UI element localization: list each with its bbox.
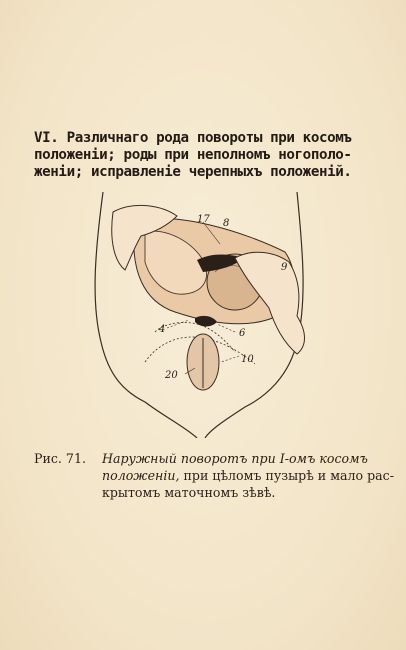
anatomical-illustration [85,192,315,438]
caption-description: при цѣломъ пузырѣ и мало рас- [179,468,394,483]
figure-label-6: 6 [239,328,246,339]
heading-line-1: VI. Различнаго рода повороты при косомъ [34,130,352,146]
caption-title-continued: положенiи, [102,468,180,483]
heading-line-3: женiи; исправленiе черепныхъ положенiй. [34,164,352,180]
figure-label-10: 10 [241,354,254,365]
figure-number: Рис. 71. [34,451,86,466]
figure-label-17: 17 [197,214,210,225]
caption-title: Наружный поворотъ при I-омъ косомъ [102,451,368,466]
figure-label-8: 8 [223,218,230,229]
heading-line-2: положенiи; роды при неполномъ ногополо- [34,147,352,163]
figure-label-4: 4 [159,324,166,335]
figure-label-9: 9 [281,262,288,273]
figure-label-20: 20 [165,370,178,381]
illustration-drawing [85,192,315,438]
section-heading [34,130,374,181]
caption-description-continued: крытомъ маточномъ зѣвѣ. [102,485,276,500]
figure-caption [34,450,394,501]
